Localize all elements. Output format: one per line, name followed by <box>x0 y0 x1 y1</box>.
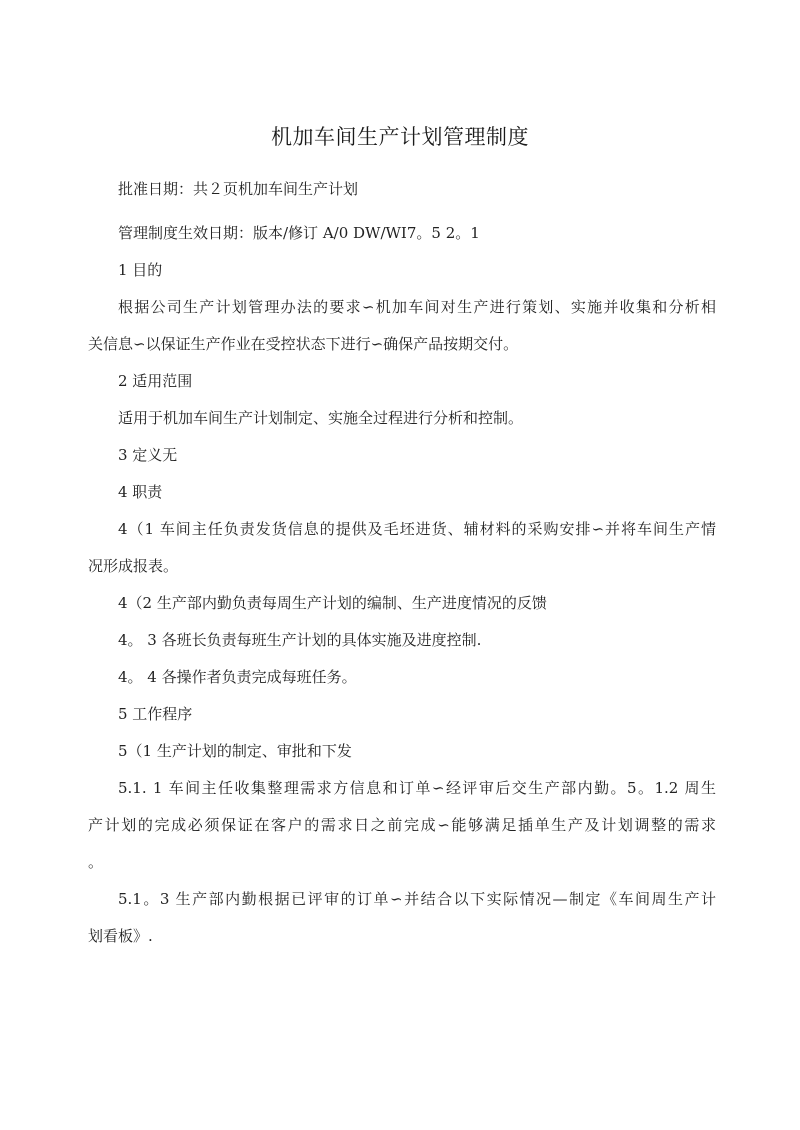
scope-paragraph: 适用于机加车间生产计划制定、实施全过程进行分析和控制。 <box>118 409 524 427</box>
responsibility-4-3: 4。 3 各班长负责每班生产计划的具体实施及进度控制. <box>118 631 482 649</box>
section-heading-procedure: 5 工作程序 <box>118 705 193 723</box>
section-heading-purpose: 1 目的 <box>118 261 163 279</box>
procedure-5-1-heading: 5（1 生产计划的制定、审批和下发 <box>118 742 352 760</box>
section-heading-responsibilities: 4 职责 <box>118 483 163 501</box>
effective-date-line: 管理制度生效日期：版本/修订 A/0 DW/WI7。5 2。1 <box>118 224 480 242</box>
document-title: 机加车间生产计划管理制度 <box>271 125 529 149</box>
responsibility-4-1-line-1: 4（1 车间主任负责发货信息的提供及毛坯进货、辅材料的采购安排∽并将车间生产情 <box>118 520 716 538</box>
section-heading-definitions: 3 定义无 <box>118 446 178 464</box>
purpose-paragraph-line-1: 根据公司生产计划管理办法的要求∽机加车间对生产进行策划、实施并收集和分析相 <box>118 298 716 316</box>
procedure-5-1-1-line-3: 。 <box>88 853 104 871</box>
responsibility-4-2: 4（2 生产部内勤负责每周生产计划的编制、生产进度情况的反馈 <box>118 594 547 612</box>
procedure-5-1-3-line-1: 5.1。3 生产部内勤根据已评审的订单∽并结合以下实际情况—制定《车间周生产计 <box>118 890 716 908</box>
purpose-paragraph-line-2: 关信息∽以保证生产作业在受控状态下进行∽确保产品按期交付。 <box>88 335 519 353</box>
section-heading-scope: 2 适用范围 <box>118 372 193 390</box>
responsibility-4-4: 4。 4 各操作者负责完成每班任务。 <box>118 668 357 686</box>
procedure-5-1-1-line-2: 产计划的完成必须保证在客户的需求日之前完成∽能够满足插单生产及计划调整的需求 <box>88 816 716 834</box>
procedure-5-1-1-line-1: 5.1. 1 车间主任收集整理需求方信息和订单∽经评审后交生产部内勤。5。1.2 周生 <box>118 779 716 797</box>
procedure-5-1-3-line-2: 划看板》. <box>88 927 153 945</box>
approval-date-line: 批准日期：共２页机加车间生产计划 <box>118 180 359 198</box>
responsibility-4-1-line-2: 况形成报表。 <box>88 557 179 575</box>
